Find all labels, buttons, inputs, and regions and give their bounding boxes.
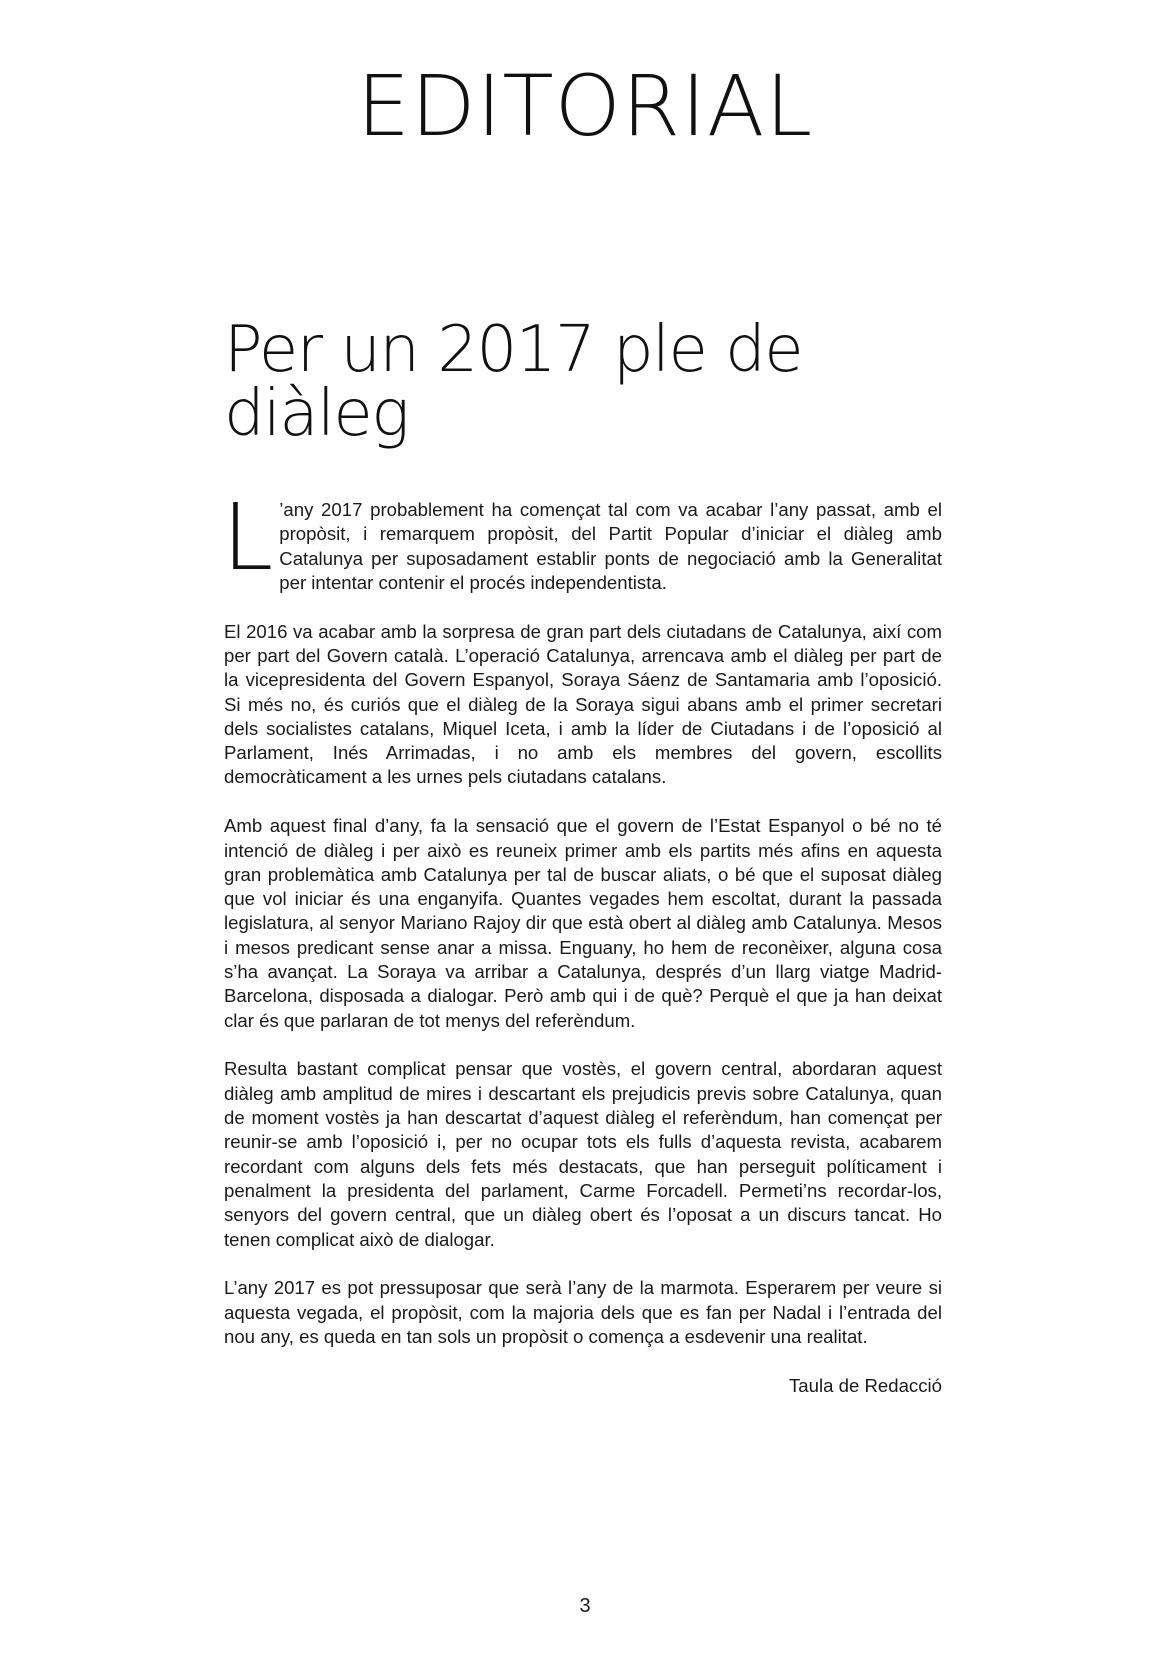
article-body bbox=[222, 484, 942, 1374]
paragraph-text: ’any 2017 probablement ha començat tal com va acabar l’any passat, amb el propòsit, i remarquem propòsit, del Partit Popular d’iniciar el diàleg amb Catalunya per suposadament establir ponts de negociació amb la Generalitat per intentar contenir el procés independentista. bbox=[279, 499, 942, 593]
article-paragraph-2: El 2016 va acabar amb la sorpresa de gran part dels ciutadans de Catalunya, així com per part del Govern català. L’operació Catalunya, arrencava amb el diàleg per part de la vicepresidenta del Govern Espanyol, Soraya Sáenz de Santamaria amb l’oposició. Si més no, és curiós que el diàleg de la Soraya sigui abans amb el primer secretari dels socialistes catalans, Miquel Iceta, i amb la líder de Ciutadans i de l’oposició al Parlament, Inés Arrimadas, i no amb els membres del govern, escollits democràticament a les urnes pels ciutadans catalans. bbox=[224, 620, 942, 788]
section-header: EDITORIAL bbox=[356, 57, 814, 155]
drop-cap: L bbox=[222, 484, 274, 591]
article-paragraph-5: L’any 2017 es pot pressuposar que serà l’any de la marmota. Esperarem per veure si aquesta vegada, el propòsit, com la majoria dels que es fan per Nadal i l’entrada del nou any, es queda en tan sols un propòsit o comença a esdevenir una realitat. bbox=[224, 1277, 942, 1347]
page-number: 3 bbox=[579, 1595, 591, 1617]
article-paragraph-4: Resulta bastant complicat pensar que vostès, el govern central, abordaran aquest diàleg amb amplitud de mires i descartant els prejudicis previs sobre Catalunya, quan de moment vostès ja han descartat d’aquest diàleg el referèndum, han començat per reunir-se amb l’oposició i, per no ocupar tots els fulls d’aquesta revista, acabarem recordant com alguns dels fets més destacats, que han perseguit políticament i penalment la presidenta del parlament, Carme Forcadell. Permeti’ns recordar-los, senyors del govern central, que un diàleg obert és l’oposat a un discurs tancat. Ho tenen complicat això de dialogar. bbox=[224, 1058, 942, 1250]
article-paragraph-3: Amb aquest final d’any, fa la sensació que el govern de l’Estat Espanyol o bé no té intenció de diàleg i per això es reuneix primer amb els partits més afins en aquesta gran problemàtica amb Catalunya per tal de buscar aliats, o bé que el suposat diàleg que vol iniciar és una enganyifa. Quantes vegades hem escoltat, durant la passada legislatura, al senyor Mariano Rajoy dir que està obert al diàleg amb Catalunya. Mesos i mesos predicant sense anar a missa. Enguany, ho hem de reconèixer, alguna cosa s’ha avançat. La Soraya va arribar a Catalunya, després d’un llarg viatge Madrid-Barcelona, disposada a dialogar. Però amb qui i de què? Perquè el que ja han deixat clar és que parlaran de tot menys del referèndum. bbox=[224, 815, 942, 1031]
article-headline: Per un 2017 ple de diàleg bbox=[224, 313, 803, 451]
article-paragraph-1 bbox=[222, 484, 942, 595]
article-signature: Taula de Redacció bbox=[789, 1375, 942, 1396]
